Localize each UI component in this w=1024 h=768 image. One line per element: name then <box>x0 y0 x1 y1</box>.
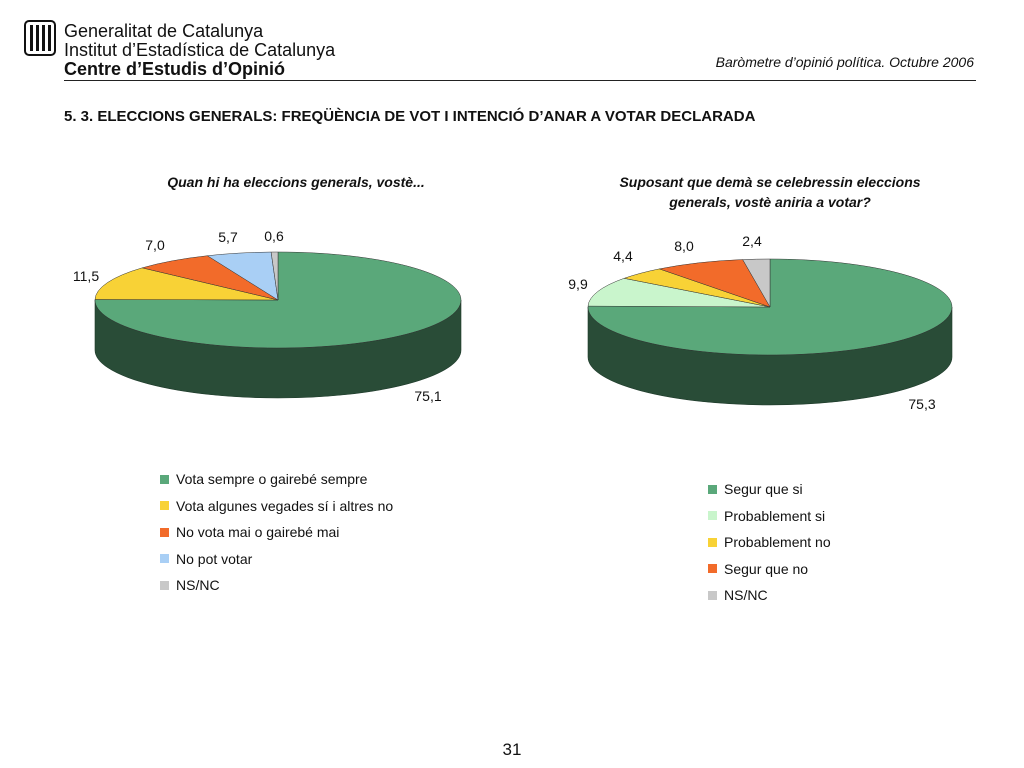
org-line-2: Institut d’Estadística de Catalunya <box>64 40 336 60</box>
chart-1-legend-item <box>160 493 393 520</box>
chart-1-legend-swatch <box>160 475 169 484</box>
chart-2-data-label-1: 75,3 <box>908 396 936 412</box>
chart-2-legend-swatch <box>708 538 717 547</box>
chart-2-title-line-2: generals, vostè aniria a votar? <box>669 194 871 210</box>
chart-2-legend-label: Probablement si <box>724 507 826 524</box>
chart-1-data-label-4: 5,7 <box>218 229 238 245</box>
chart-1-legend-label: Vota algunes vegades sí i altres no <box>176 497 394 514</box>
chart-2-legend-label: NS/NC <box>724 587 768 604</box>
chart-1-legend-label: No pot votar <box>176 550 253 567</box>
chart-1-pie <box>73 228 461 404</box>
chart-1-data-label-5: 0,6 <box>264 228 284 244</box>
chart-1-legend-swatch <box>160 581 169 590</box>
chart-2-pie <box>568 233 952 412</box>
chart-1-legend-label: NS/NC <box>176 577 220 594</box>
chart-1-legend-swatch <box>160 501 169 510</box>
chart-2-legend-swatch <box>708 564 717 573</box>
chart-2-data-label-3: 4,4 <box>613 248 633 264</box>
chart-1-legend-swatch <box>160 554 169 563</box>
chart-2-legend-swatch <box>708 591 717 600</box>
chart-1-legend <box>160 466 393 599</box>
chart-1-legend-item <box>160 546 393 573</box>
chart-2-legend-item <box>708 503 831 530</box>
page-number: 31 <box>502 740 522 759</box>
org-line-1: Generalitat de Catalunya <box>64 21 264 41</box>
chart-2-legend-label: Segur que si <box>724 481 803 498</box>
chart-1-data-label-2: 11,5 <box>72 268 100 284</box>
chart-1-legend-label: No vota mai o gairebé mai <box>176 524 340 541</box>
chart-2-legend <box>708 476 831 609</box>
chart-1-legend-item <box>160 519 393 546</box>
chart-2-legend-label: Segur que no <box>724 560 809 577</box>
chart-1-legend-item <box>160 466 393 493</box>
section-title: 5. 3. ELECCIONS GENERALS: FREQÜÈNCIA DE VOT I INTENCIÓ D’ANAR A VOTAR DECLARADA <box>64 108 756 125</box>
chart-2-data-label-4: 8,0 <box>674 238 694 254</box>
chart-2-legend-item <box>708 476 831 503</box>
chart-2-legend-item <box>708 529 831 556</box>
chart-2-title-line-1: Suposant que demà se celebressin eleccions <box>619 174 921 190</box>
chart-2-legend-swatch <box>708 485 717 494</box>
report-subtitle: Baròmetre d’opinió política. Octubre 2006 <box>715 54 974 70</box>
org-line-3: Centre d’Estudis d’Opinió <box>64 59 286 79</box>
chart-1-data-label-3: 7,0 <box>145 237 165 253</box>
chart-1-legend-label: Vota sempre o gairebé sempre <box>176 471 368 488</box>
chart-1-title-line-1: Quan hi ha eleccions generals, vostè... <box>167 174 425 190</box>
chart-1-legend-item <box>160 572 393 599</box>
chart-2-legend-swatch <box>708 511 717 520</box>
chart-1-data-label-1: 75,1 <box>414 388 442 404</box>
chart-2-legend-label: Probablement no <box>724 534 831 551</box>
chart-2-legend-item <box>708 582 831 609</box>
chart-1-legend-swatch <box>160 528 169 537</box>
chart-2-data-label-2: 9,9 <box>568 276 588 292</box>
chart-2-data-label-5: 2,4 <box>742 233 762 249</box>
chart-2-legend-item <box>708 556 831 583</box>
